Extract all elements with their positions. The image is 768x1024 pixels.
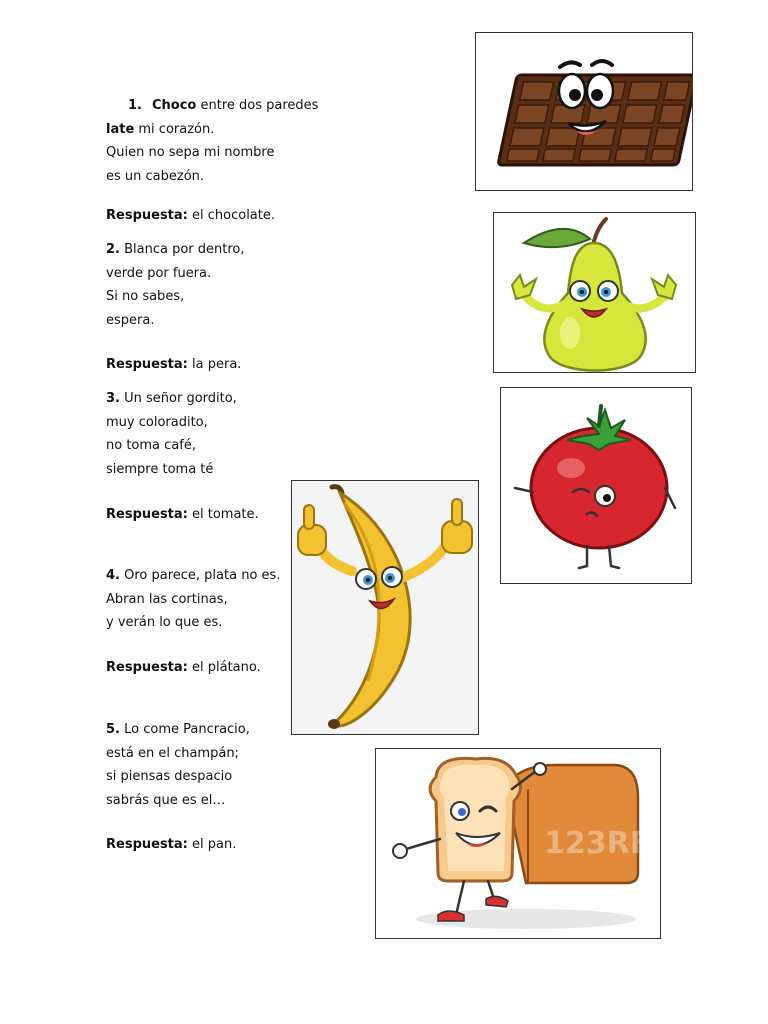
riddle-3-line-1: 3. Un señor gordito, <box>106 391 237 406</box>
riddle-2 <box>106 238 245 332</box>
riddle-2-line-2: verde por fuera. <box>106 265 212 281</box>
bread-watermark: 123RF <box>544 826 651 861</box>
riddle-1-number: 1. <box>128 98 142 113</box>
riddle-1-line-3: Quien no sepa mi nombre <box>106 145 275 160</box>
bread-image <box>375 748 661 939</box>
riddle-5-line-1: 5. Lo come Pancracio, <box>106 722 250 737</box>
riddle-1-line-2: late mi corazón. <box>106 121 215 137</box>
riddle-1-line-4: es un cabezón. <box>106 168 205 184</box>
banana-image <box>291 480 479 735</box>
riddle-2-line-1: 2. Blanca por dentro, <box>106 242 245 257</box>
riddle-3-answer: Respuesta: el tomate. <box>106 507 259 522</box>
pear-icon <box>494 213 695 372</box>
riddle-5-line-2: está en el champán; <box>106 745 239 761</box>
riddle-1-bold-word: Choco <box>151 98 197 113</box>
riddle-4-line-1: 4. Oro parece, plata no es. <box>106 568 281 583</box>
riddle-4 <box>106 564 280 635</box>
chocolate-icon <box>476 33 692 190</box>
riddle-5-line-3: si piensas despacio <box>106 769 233 784</box>
riddle-2-answer: Respuesta: la pera. <box>106 357 242 372</box>
bread-icon <box>376 749 660 938</box>
riddle-3 <box>106 387 237 481</box>
riddle-2-line-3: Si no sabes, <box>106 289 185 304</box>
riddle-3-line-3: no toma café, <box>106 438 196 453</box>
riddle-3-line-4: siempre toma té <box>106 461 214 477</box>
riddle-4-line-2: Abran las cortinas, <box>106 591 228 607</box>
riddle-1 <box>106 94 318 188</box>
banana-icon <box>292 481 478 734</box>
riddle-5-line-4: sabrás que es el… <box>106 792 226 808</box>
chocolate-image <box>475 32 693 191</box>
riddle-3-line-2: muy coloradito, <box>106 414 208 430</box>
riddle-2-line-4: espera. <box>106 312 155 328</box>
tomato-icon <box>501 388 691 583</box>
riddle-4-answer: Respuesta: el plátano. <box>106 660 261 675</box>
tomato-image <box>500 387 692 584</box>
riddle-1-line-1: 1. Choco entre dos paredes <box>128 98 319 113</box>
riddle-4-line-3: y verán lo que es. <box>106 615 223 630</box>
riddle-5-answer: Respuesta: el pan. <box>106 837 237 852</box>
riddle-5 <box>106 718 250 812</box>
pear-image <box>493 212 696 373</box>
riddle-1-answer: Respuesta: el chocolate. <box>106 208 275 223</box>
